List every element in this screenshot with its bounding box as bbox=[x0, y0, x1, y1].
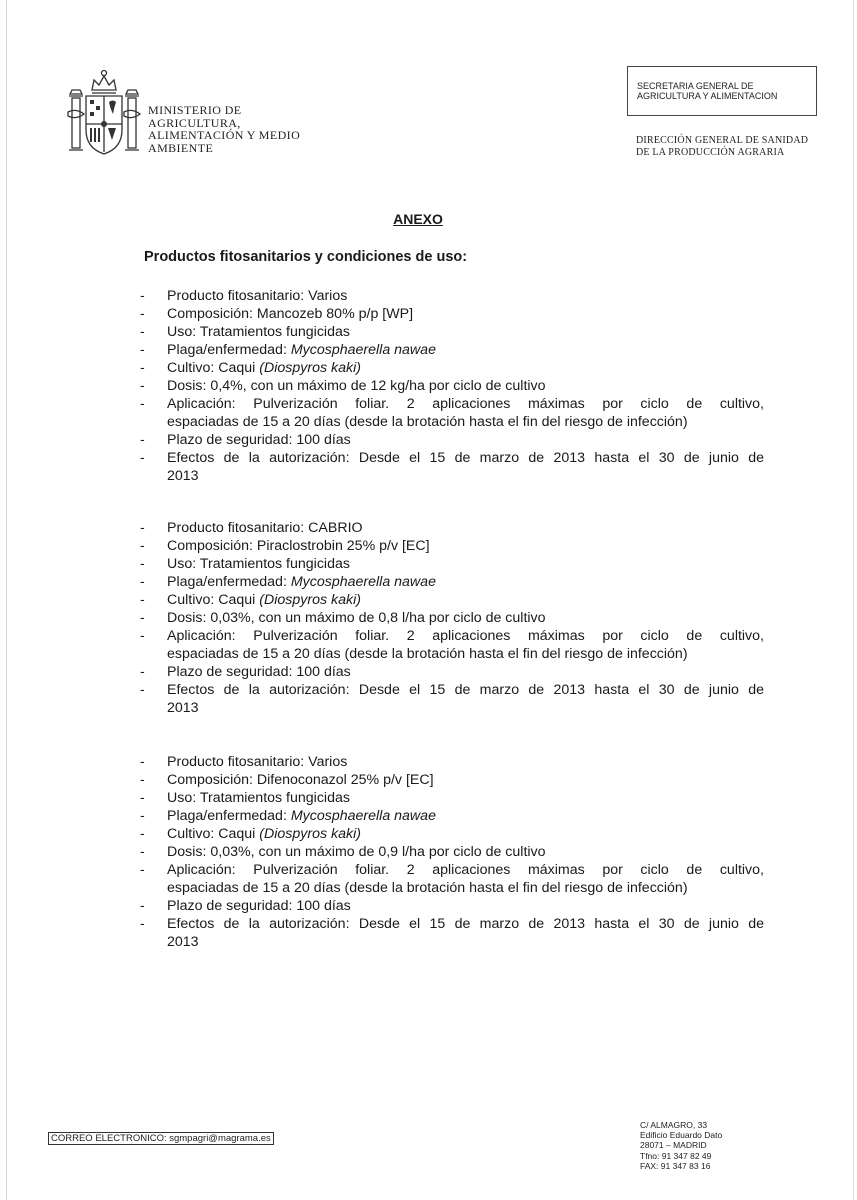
dosis: Dosis: 0,03%, con un máximo de 0,9 l/ha por ciclo de cultivo bbox=[167, 844, 546, 860]
uso: Uso: Tratamientos fungicidas bbox=[167, 324, 350, 340]
list-item: - Producto fitosanitario: Varios bbox=[140, 753, 764, 771]
efectos-line-1: Efectos de la autorización: Desde el 15 de marzo de 2013 hasta el 30 de junio de bbox=[167, 916, 764, 932]
ministry-name bbox=[148, 104, 300, 154]
footer-email[interactable]: CORREO ELECTRONICO: sgmpagri@magrama.es bbox=[48, 1132, 274, 1145]
cultivo-name: (Diospyros kaki) bbox=[259, 360, 361, 376]
secretaria-line: AGRICULTURA Y ALIMENTACION bbox=[637, 91, 778, 101]
scan-edge-left bbox=[6, 0, 7, 1200]
plazo: Plazo de seguridad: 100 días bbox=[167, 432, 351, 448]
plaga-name: Mycosphaerella nawae bbox=[290, 808, 436, 824]
coat-of-arms-icon bbox=[66, 68, 142, 164]
ministry-line: AGRICULTURA, bbox=[148, 115, 241, 130]
plaga-label: Plaga/enfermedad: bbox=[167, 342, 291, 358]
list-item: - Uso: Tratamientos fungicidas bbox=[140, 555, 764, 573]
uso: Uso: Tratamientos fungicidas bbox=[167, 790, 350, 806]
list-item: - Dosis: 0,03%, con un máximo de 0,9 l/ha por ciclo de cultivo bbox=[140, 843, 764, 861]
composicion: Composición: Piraclostrobin 25% p/v [EC] bbox=[167, 538, 430, 554]
list-item: - Uso: Tratamientos fungicidas bbox=[140, 323, 764, 341]
cultivo-name: (Diospyros kaki) bbox=[259, 592, 361, 608]
list-item: - Efectos de la autorización: Desde el 15 de marzo de 2013 hasta el 30 de junio de 2013 bbox=[140, 682, 764, 716]
annex-subtitle: Productos fitosanitarios y condiciones de uso: bbox=[144, 249, 468, 265]
efectos-line-2: 2013 bbox=[167, 468, 199, 484]
address-line: 28071 – MADRID bbox=[640, 1140, 707, 1151]
aplicacion-line-2: espaciadas de 15 a 20 días (desde la brotación hasta el fin del riesgo de infección) bbox=[167, 414, 688, 430]
list-item: - Cultivo: Caqui (Diospyros kaki) bbox=[140, 360, 361, 376]
list-item: - Producto fitosanitario: Varios bbox=[140, 287, 764, 305]
product-block-3 bbox=[140, 753, 764, 951]
cultivo-label: Cultivo: Caqui bbox=[167, 592, 260, 608]
plazo: Plazo de seguridad: 100 días bbox=[167, 664, 351, 680]
list-item: - Efectos de la autorización: Desde el 15 de marzo de 2013 hasta el 30 de junio de 2013 bbox=[140, 916, 764, 950]
direccion-line: DE LA PRODUCCIÓN AGRARIA bbox=[636, 147, 785, 158]
efectos-line-1: Efectos de la autorización: Desde el 15 de marzo de 2013 hasta el 30 de junio de bbox=[167, 450, 764, 466]
product-block-2 bbox=[140, 519, 764, 717]
composicion: Composición: Mancozeb 80% p/p [WP] bbox=[167, 306, 414, 322]
list-item: - Plaga/enfermedad: Mycosphaerella nawae bbox=[140, 808, 436, 824]
list-item: - Cultivo: Caqui (Diospyros kaki) bbox=[140, 826, 361, 842]
aplicacion-line-2: espaciadas de 15 a 20 días (desde la brotación hasta el fin del riesgo de infección) bbox=[167, 646, 688, 662]
plaga-name: Mycosphaerella nawae bbox=[290, 574, 436, 590]
list-item: - Aplicación: Pulverización foliar. 2 aplicaciones máximas por ciclo de cultivo, espaciadas de 15 a 20 días (desde la brotación hasta el fin del riesgo de infección) bbox=[140, 628, 764, 662]
list-item: - Plaga/enfermedad: Mycosphaerella nawae bbox=[140, 574, 436, 590]
list-item: - Plazo de seguridad: 100 días bbox=[140, 897, 764, 915]
plazo: Plazo de seguridad: 100 días bbox=[167, 898, 351, 914]
address-line: C/ ALMAGRO, 33 bbox=[640, 1120, 708, 1130]
list-item: - Aplicación: Pulverización foliar. 2 aplicaciones máximas por ciclo de cultivo, espaciadas de 15 a 20 días (desde la brotación hasta el fin del riesgo de infección) bbox=[140, 396, 764, 430]
plaga-name: Mycosphaerella nawae bbox=[290, 342, 436, 358]
address-line: FAX: 91 347 83 16 bbox=[640, 1160, 711, 1171]
aplicacion-line-1: Aplicación: Pulverización foliar. 2 aplicaciones máximas por ciclo de cultivo, bbox=[167, 396, 764, 412]
list-item: - Dosis: 0,03%, con un máximo de 0,8 l/ha por ciclo de cultivo bbox=[140, 609, 764, 627]
scan-edge-right bbox=[853, 0, 854, 1200]
direccion-general bbox=[636, 135, 808, 159]
secretaria-line: SECRETARIA GENERAL DE bbox=[637, 81, 754, 91]
ministry-line: ALIMENTACIÓN Y MEDIO bbox=[148, 128, 301, 142]
cultivo-label: Cultivo: Caqui bbox=[167, 360, 260, 376]
composicion: Composición: Difenoconazol 25% p/v [EC] bbox=[167, 772, 434, 788]
list-item: - Composición: Difenoconazol 25% p/v [EC] bbox=[140, 771, 764, 789]
ministry-line: MINISTERIO DE bbox=[148, 103, 242, 117]
list-item: - Efectos de la autorización: Desde el 15 de marzo de 2013 hasta el 30 de junio de 2013 bbox=[140, 450, 764, 484]
efectos-line-2: 2013 bbox=[167, 934, 199, 950]
producto: Producto fitosanitario: CABRIO bbox=[167, 520, 363, 536]
dosis: Dosis: 0,03%, con un máximo de 0,8 l/ha por ciclo de cultivo bbox=[167, 610, 546, 626]
ministry-line: AMBIENTE bbox=[148, 140, 214, 155]
producto: Producto fitosanitario: Varios bbox=[167, 754, 348, 770]
product-block-1 bbox=[140, 287, 764, 485]
producto: Producto fitosanitario: Varios bbox=[167, 288, 348, 304]
footer-address bbox=[640, 1120, 722, 1171]
plaga-label: Plaga/enfermedad: bbox=[167, 808, 291, 824]
cultivo-name: (Diospyros kaki) bbox=[259, 826, 361, 842]
aplicacion-line-1: Aplicación: Pulverización foliar. 2 aplicaciones máximas por ciclo de cultivo, bbox=[167, 862, 764, 878]
address-line: Edificio Eduardo Dato bbox=[640, 1130, 723, 1141]
list-item: - Cultivo: Caqui (Diospyros kaki) bbox=[140, 592, 361, 608]
list-item: - Composición: Piraclostrobin 25% p/v [EC] bbox=[140, 537, 764, 555]
uso: Uso: Tratamientos fungicidas bbox=[167, 556, 350, 572]
efectos-line-2: 2013 bbox=[167, 700, 199, 716]
list-item: - Composición: Mancozeb 80% p/p [WP] bbox=[140, 305, 764, 323]
list-item: - Plazo de seguridad: 100 días bbox=[140, 431, 764, 449]
plaga-label: Plaga/enfermedad: bbox=[167, 574, 291, 590]
list-item: - Producto fitosanitario: CABRIO bbox=[140, 519, 764, 537]
list-item: - Uso: Tratamientos fungicidas bbox=[140, 789, 764, 807]
list-item: - Plaga/enfermedad: Mycosphaerella nawae bbox=[140, 342, 436, 358]
aplicacion-line-2: espaciadas de 15 a 20 días (desde la brotación hasta el fin del riesgo de infección) bbox=[167, 880, 688, 896]
efectos-line-1: Efectos de la autorización: Desde el 15 de marzo de 2013 hasta el 30 de junio de bbox=[167, 682, 764, 698]
cultivo-label: Cultivo: Caqui bbox=[167, 826, 260, 842]
dosis: Dosis: 0,4%, con un máximo de 12 kg/ha por ciclo de cultivo bbox=[167, 378, 546, 394]
list-item: - Aplicación: Pulverización foliar. 2 aplicaciones máximas por ciclo de cultivo, espaciadas de 15 a 20 días (desde la brotación hasta el fin del riesgo de infección) bbox=[140, 862, 764, 896]
secretaria-box bbox=[627, 66, 817, 116]
direccion-line: DIRECCIÓN GENERAL DE SANIDAD bbox=[636, 135, 809, 146]
list-item: - Dosis: 0,4%, con un máximo de 12 kg/ha por ciclo de cultivo bbox=[140, 377, 764, 395]
list-item: - Plazo de seguridad: 100 días bbox=[140, 663, 764, 681]
annex-title: ANEXO bbox=[393, 211, 443, 227]
aplicacion-line-1: Aplicación: Pulverización foliar. 2 aplicaciones máximas por ciclo de cultivo, bbox=[167, 628, 764, 644]
address-line: Tfno: 91 347 82 49 bbox=[640, 1150, 712, 1161]
